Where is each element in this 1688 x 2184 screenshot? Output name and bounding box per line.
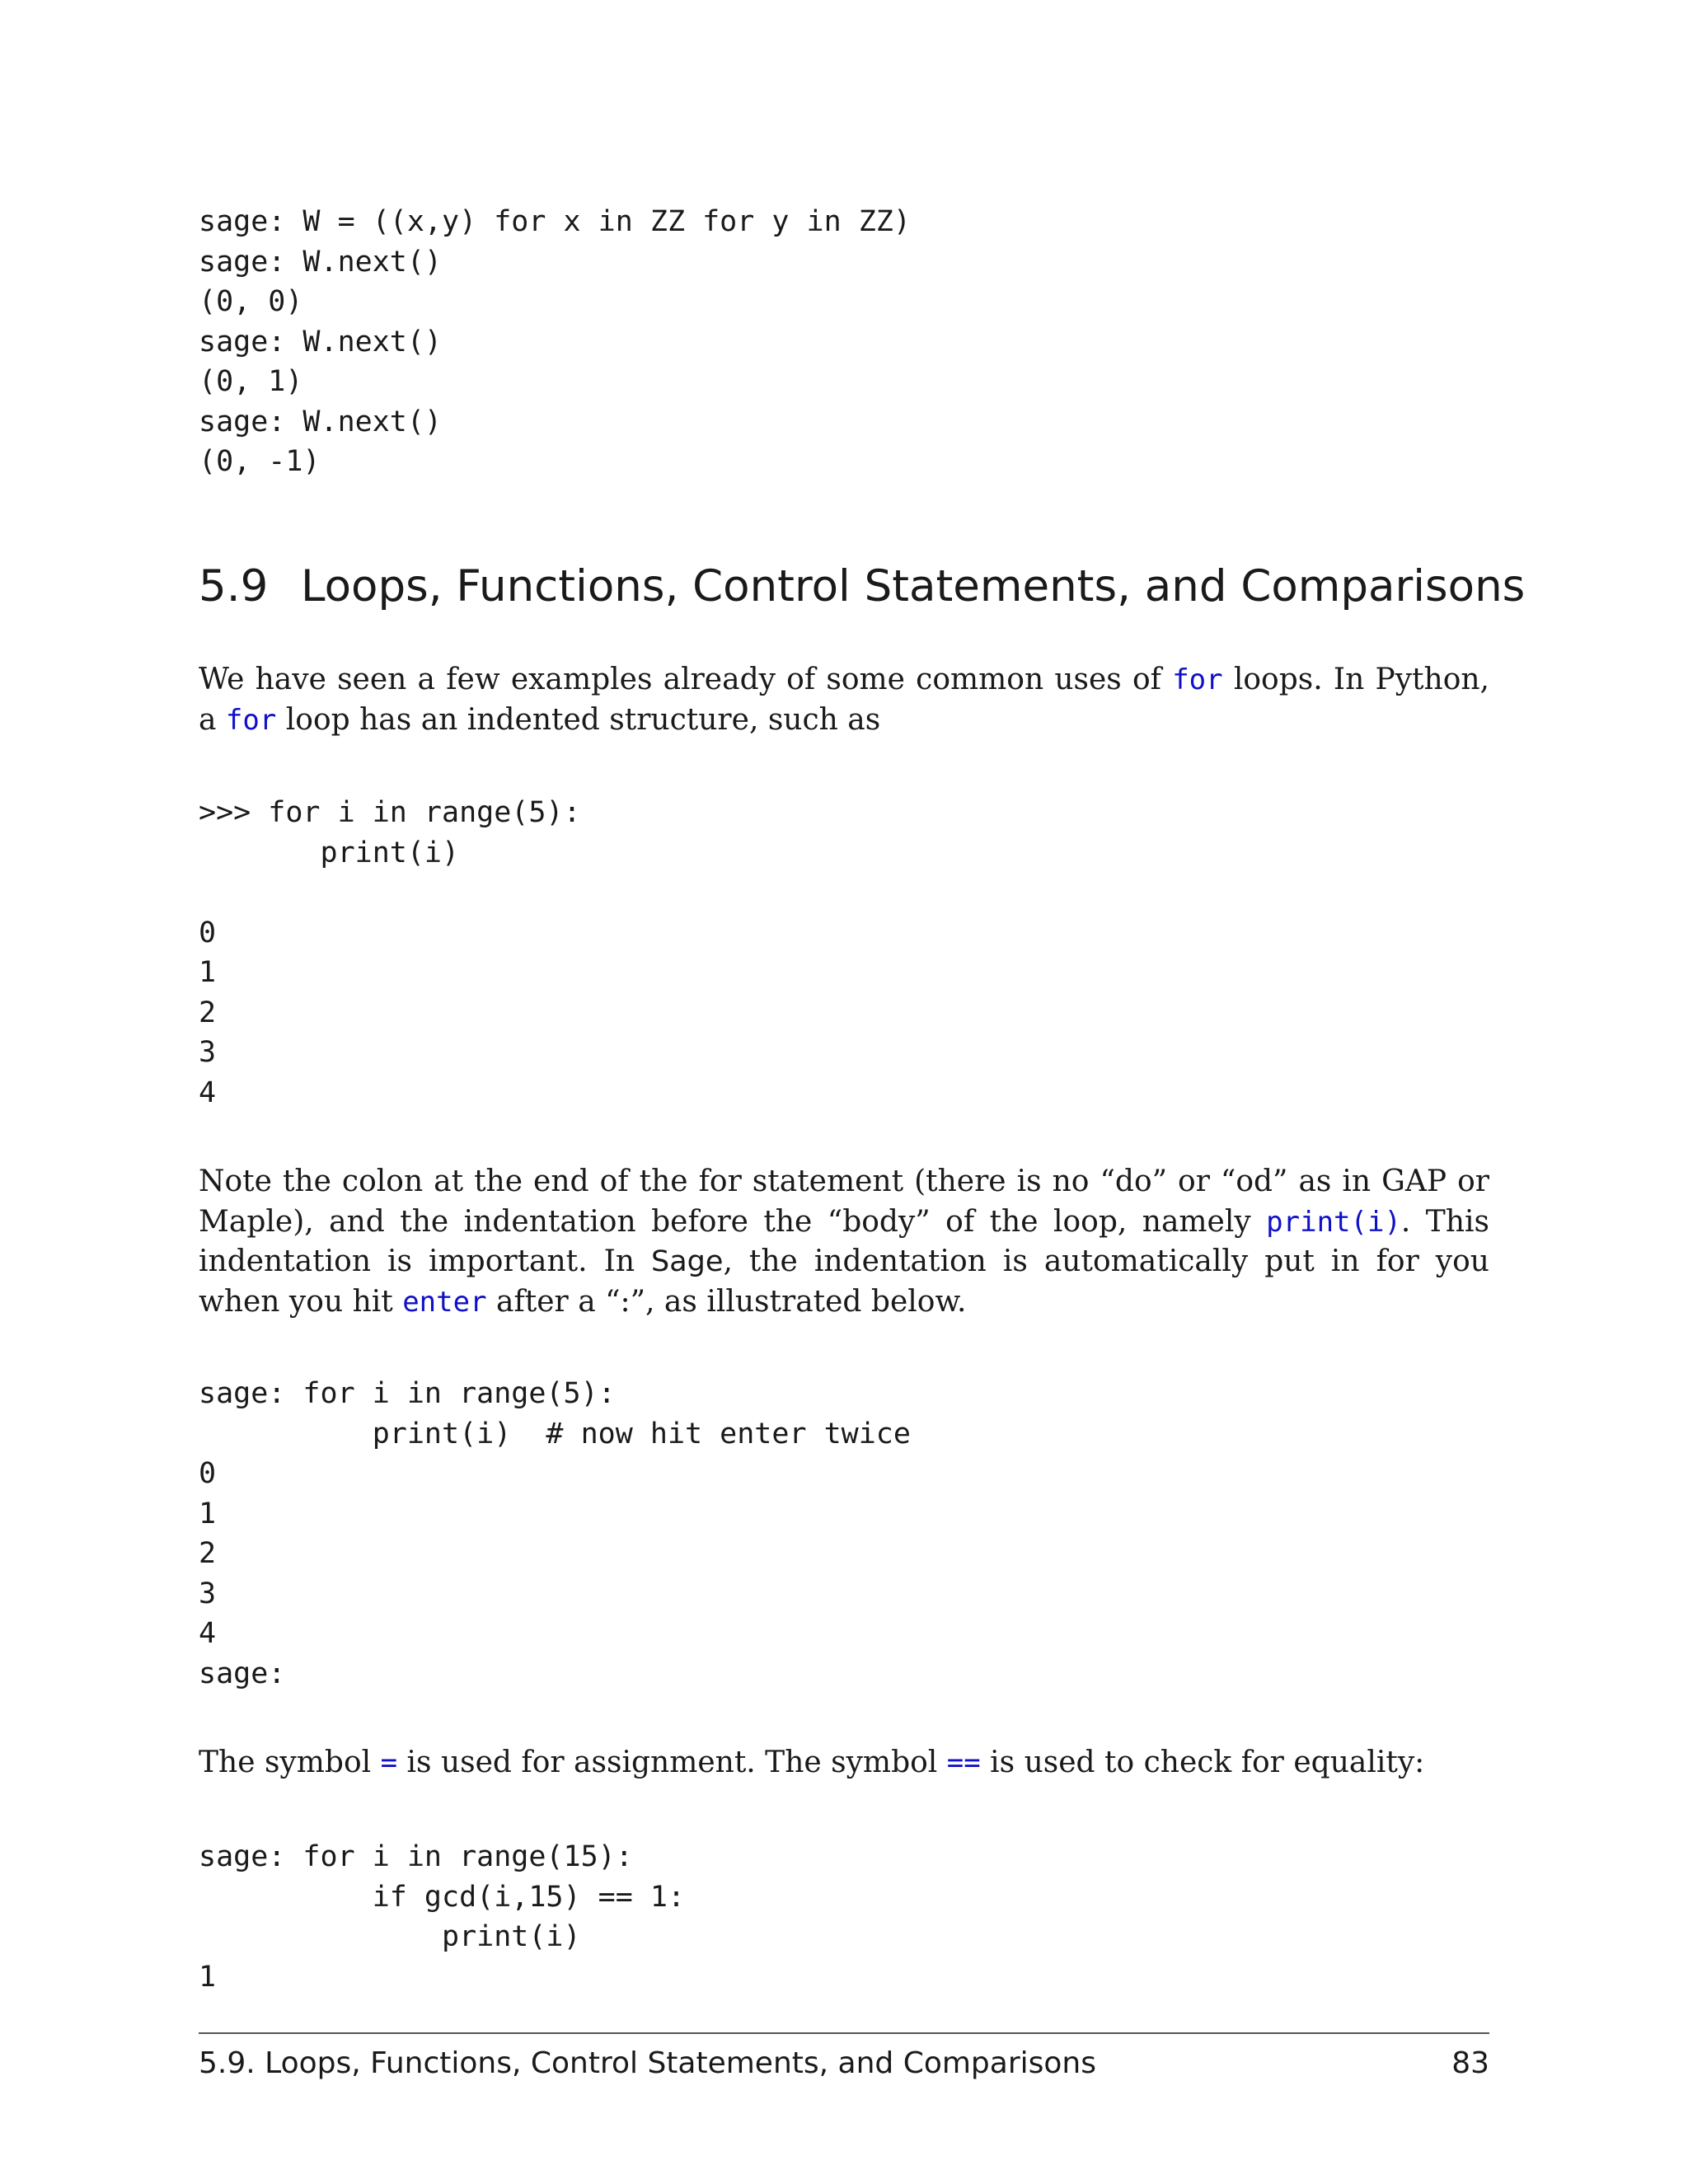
inline-code-print: print(i) (1266, 1205, 1401, 1239)
inline-code-for: for (225, 703, 277, 737)
footer-divider (199, 2032, 1489, 2034)
inline-code-enter: enter (402, 1285, 487, 1319)
text-run: We have seen a few examples already of some common uses of (199, 663, 1173, 696)
text-run: Note the colon at the end of the for statement (there is no “do” or “od” as in GAP or Maple), and the indentation before the “body” of the loop, namely (199, 1165, 1489, 1239)
code-block-generator-example: sage: W = ((x,y) for x in ZZ for y in ZZ) sage: W.next() (0, 0) sage: W.next() (0, 1) sage: W.next() (0, -1) (199, 205, 911, 478)
sage-name: Sage (651, 1245, 724, 1278)
footer-running-title: 5.9. Loops, Functions, Control Statements, and Comparisons (199, 2046, 1096, 2080)
paragraph-for-loops-intro (199, 660, 1489, 740)
inline-code-equal: == (946, 1746, 981, 1779)
section-heading (199, 558, 1525, 616)
text-run: is used for assignment. The symbol (397, 1746, 947, 1779)
text-run: loop has an indented structure, such as (276, 702, 881, 737)
text-run: , the indentation is automatically put in for you when you hit (199, 1244, 1489, 1319)
text-run: after a “:”, as illustrated below. (486, 1284, 967, 1319)
page-number: 83 (1451, 2046, 1489, 2080)
text-run: loops. In Python, a (199, 663, 1489, 737)
paragraph-indentation-note (199, 1162, 1489, 1322)
text-run: . This indentation is important. In (199, 1204, 1489, 1278)
text-run: The symbol (199, 1746, 381, 1779)
section-title: Loops, Functions, Control Statements, and Comparisons (301, 561, 1526, 612)
inline-code-for: for (1172, 663, 1223, 696)
text-run: is used to check for equality: (980, 1746, 1425, 1779)
inline-code-assign: = (380, 1746, 398, 1779)
paragraph-assignment-equality (199, 1743, 1489, 1783)
code-block-gcd-loop: sage: for i in range(15): if gcd(i,15) == 1: print(i) 1 (199, 1840, 686, 1994)
code-block-sage-loop: sage: for i in range(5): print(i) # now hit enter twice 0 1 2 3 4 sage: (199, 1377, 911, 1690)
code-block-python-loop: >>> for i in range(5): print(i) 0 1 2 3 4 (199, 796, 581, 1109)
section-number: 5.9 (199, 561, 269, 612)
